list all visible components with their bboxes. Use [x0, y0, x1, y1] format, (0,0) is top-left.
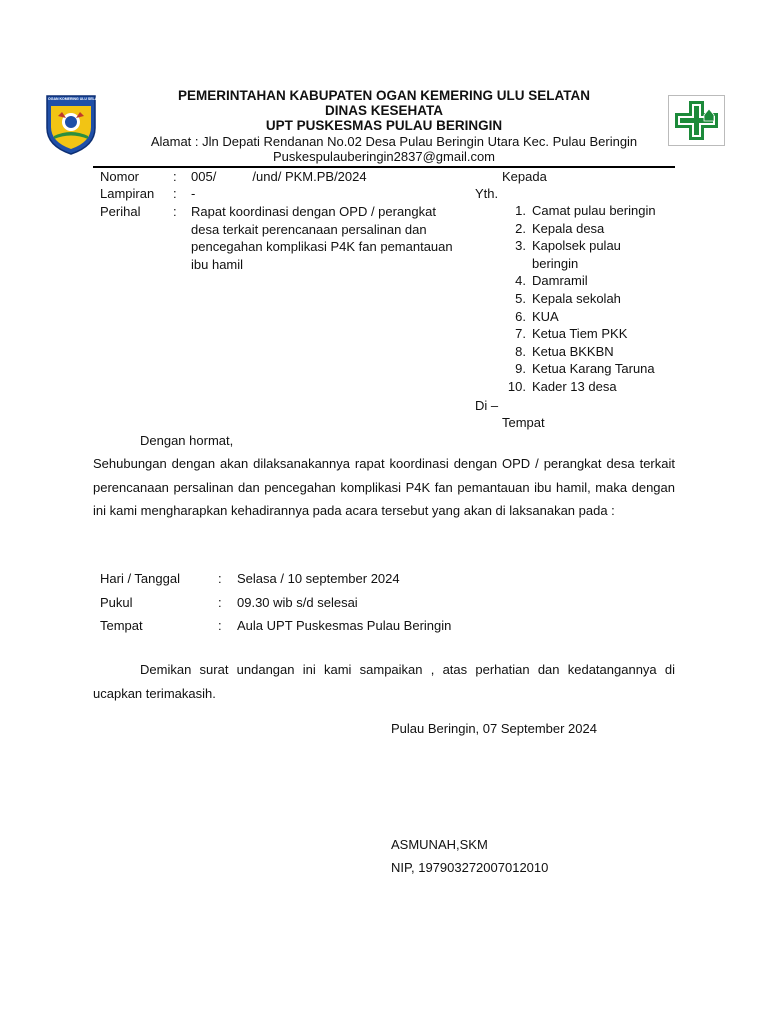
- list-item: 1. Camat pulau beringin: [515, 203, 656, 218]
- header-government: PEMERINTAHAN KABUPATEN OGAN KEMERING ULU SELATAN: [178, 88, 590, 103]
- place-colon: :: [218, 618, 222, 633]
- nomor-colon: :: [173, 169, 177, 184]
- list-item: 3. Kapolsek pulau beringin: [515, 238, 621, 271]
- lampiran-label: Lampiran: [100, 186, 155, 201]
- perihal-colon: :: [173, 204, 177, 219]
- header-department: DINAS KESEHATA: [324, 103, 443, 118]
- di-label: Di –: [475, 398, 499, 413]
- list-item: 8. Ketua BKKBN: [515, 343, 614, 359]
- day-value: Selasa / 10 september 2024: [237, 571, 400, 586]
- list-item: 7. Ketua Tiem PKK: [515, 326, 628, 342]
- place-value: Aula UPT Puskesmas Pulau Beringin: [237, 618, 452, 633]
- place-date: Pulau Beringin, 07 September 2024: [391, 721, 597, 736]
- nomor-label: Nomor: [100, 169, 140, 184]
- header-institution: UPT PUSKESMAS PULAU BERINGIN: [265, 118, 503, 133]
- lampiran-colon: :: [173, 186, 177, 201]
- time-colon: :: [218, 595, 222, 610]
- yth-label: Yth.: [475, 186, 499, 201]
- perihal-value: Rapat koordinasi dengan OPD / perangkat desa terkait perencanaan persalinan dan pencegahan komplikasi P4K fan pemantauan ibu hamil: [191, 204, 453, 273]
- signer-name: ASMUNAH,SKM: [391, 837, 488, 852]
- regency-logo-text: OGAN KOMERING ULU SELATAN: [48, 97, 104, 101]
- day-colon: :: [218, 571, 222, 586]
- list-item: 4. Damramil: [515, 273, 588, 289]
- header-email: Puskespulauberingin2837@gmail.com: [272, 149, 496, 164]
- list-item: 10. Kader 13 desa: [507, 378, 617, 394]
- signer-nip: NIP, 197903272007012010: [391, 860, 549, 875]
- perihal-label: Perihal: [100, 204, 141, 219]
- list-item: 6. KUA: [515, 308, 559, 324]
- greeting: Dengan hormat,: [140, 433, 234, 448]
- nomor-value: 005/ /und/ PKM.PB/2024: [191, 169, 367, 184]
- header-address: Alamat : Jln Depati Rendanan No.02 Desa Pulau Beringin Utara Kec. Pulau Beringin: [150, 134, 638, 149]
- place-label: Tempat: [100, 618, 143, 633]
- day-label: Hari / Tanggal: [100, 571, 180, 586]
- tempat-label: Tempat: [502, 415, 545, 430]
- intro-paragraph: Sehubungan dengan akan dilaksanakannya rapat koordinasi dengan OPD / perangkat desa terkait perencanaan persalinan dan pencegahan komplikasi P4K fan pemantauan ibu hamil, maka dengan ini kami mengharapkan kehadirannya pada acara tersebut yang akan di laksanakan pada :: [93, 456, 675, 518]
- recipient-list: [500, 202, 682, 396]
- closing-paragraph: Demikan surat undangan ini kami sampaikan , atas perhatian dan kedatangannya di ucapkan terimakasih.: [93, 662, 675, 701]
- list-item: 5. Kepala sekolah: [515, 290, 621, 306]
- header-divider: [93, 166, 675, 168]
- list-item: 2. Kepala desa: [515, 220, 605, 236]
- time-label: Pukul: [100, 595, 133, 610]
- lampiran-value: -: [191, 186, 196, 201]
- list-item: 9. Ketua Karang Taruna: [515, 361, 655, 377]
- kepada-label: Kepada: [502, 169, 547, 184]
- time-value: 09.30 wib s/d selesai: [237, 595, 358, 610]
